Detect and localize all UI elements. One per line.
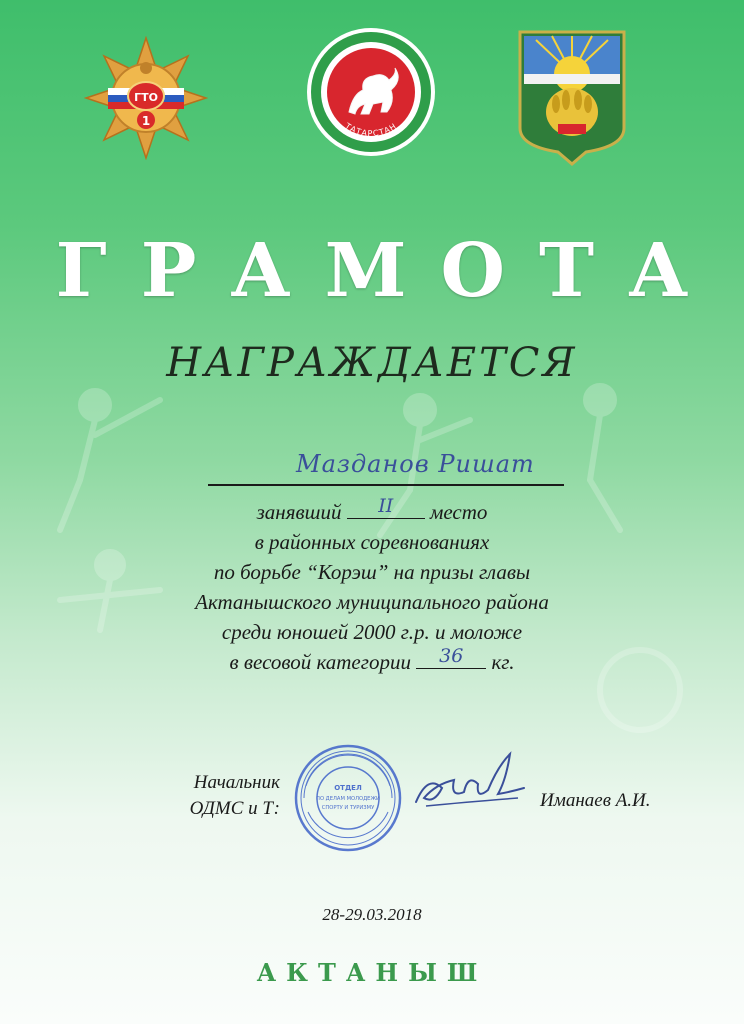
stamp-center-line3: СПОРТУ И ТУРИЗМУ (321, 805, 375, 811)
weight-suffix: кг. (491, 650, 515, 674)
gto-emblem (84, 36, 208, 160)
signatory-name: Иманаев А.И. (540, 790, 651, 811)
gto-emblem-label: ГТО (134, 91, 158, 104)
weight-line (0, 645, 744, 675)
gto-emblem-number: 1 (141, 114, 151, 128)
tatarstan-emblem (303, 24, 439, 160)
signatory-role-line1: Начальник (193, 772, 280, 793)
event-date: 28-29.03.2018 (322, 905, 422, 924)
place-blank (347, 495, 425, 519)
recipient-name-handwritten: Мазданов Ришат (296, 450, 535, 478)
recipient-name-line (208, 484, 564, 486)
place-line (0, 495, 744, 525)
awarded-heading: НАГРАЖДАЕТСЯ (166, 340, 578, 386)
body-line-5: среди юношей 2000 г.р. и моложе (221, 620, 523, 644)
tatarstan-ring-text: ТАТАРСТАН (343, 121, 399, 139)
city-name: АКТАНЫШ (256, 958, 488, 987)
signatory-role-line2: ОДМС и Т: (189, 798, 280, 819)
body-line-2: в районных соревнованиях (254, 530, 490, 554)
place-suffix: место (429, 500, 488, 524)
place-handwritten: II (378, 495, 394, 517)
weight-prefix: в весовой категории (229, 650, 411, 674)
weight-handwritten: 36 (439, 645, 464, 667)
body-line-3: по борьбе “Корэш” на призы главы (213, 560, 531, 584)
weight-blank (416, 645, 486, 669)
official-stamp (292, 742, 404, 854)
district-coat-of-arms (516, 28, 628, 168)
stamp-center-line1: ОТДЕЛ (334, 784, 362, 792)
body-line-4: Актанышского муниципального района (195, 590, 549, 614)
stamp-center-line2: ПО ДЕЛАМ МОЛОДЕЖИ (316, 796, 380, 802)
certificate-title: ГРАМОТА (55, 228, 723, 314)
handwritten-signature (406, 744, 532, 814)
place-prefix: занявший (256, 500, 342, 524)
signatory-role (170, 770, 280, 822)
